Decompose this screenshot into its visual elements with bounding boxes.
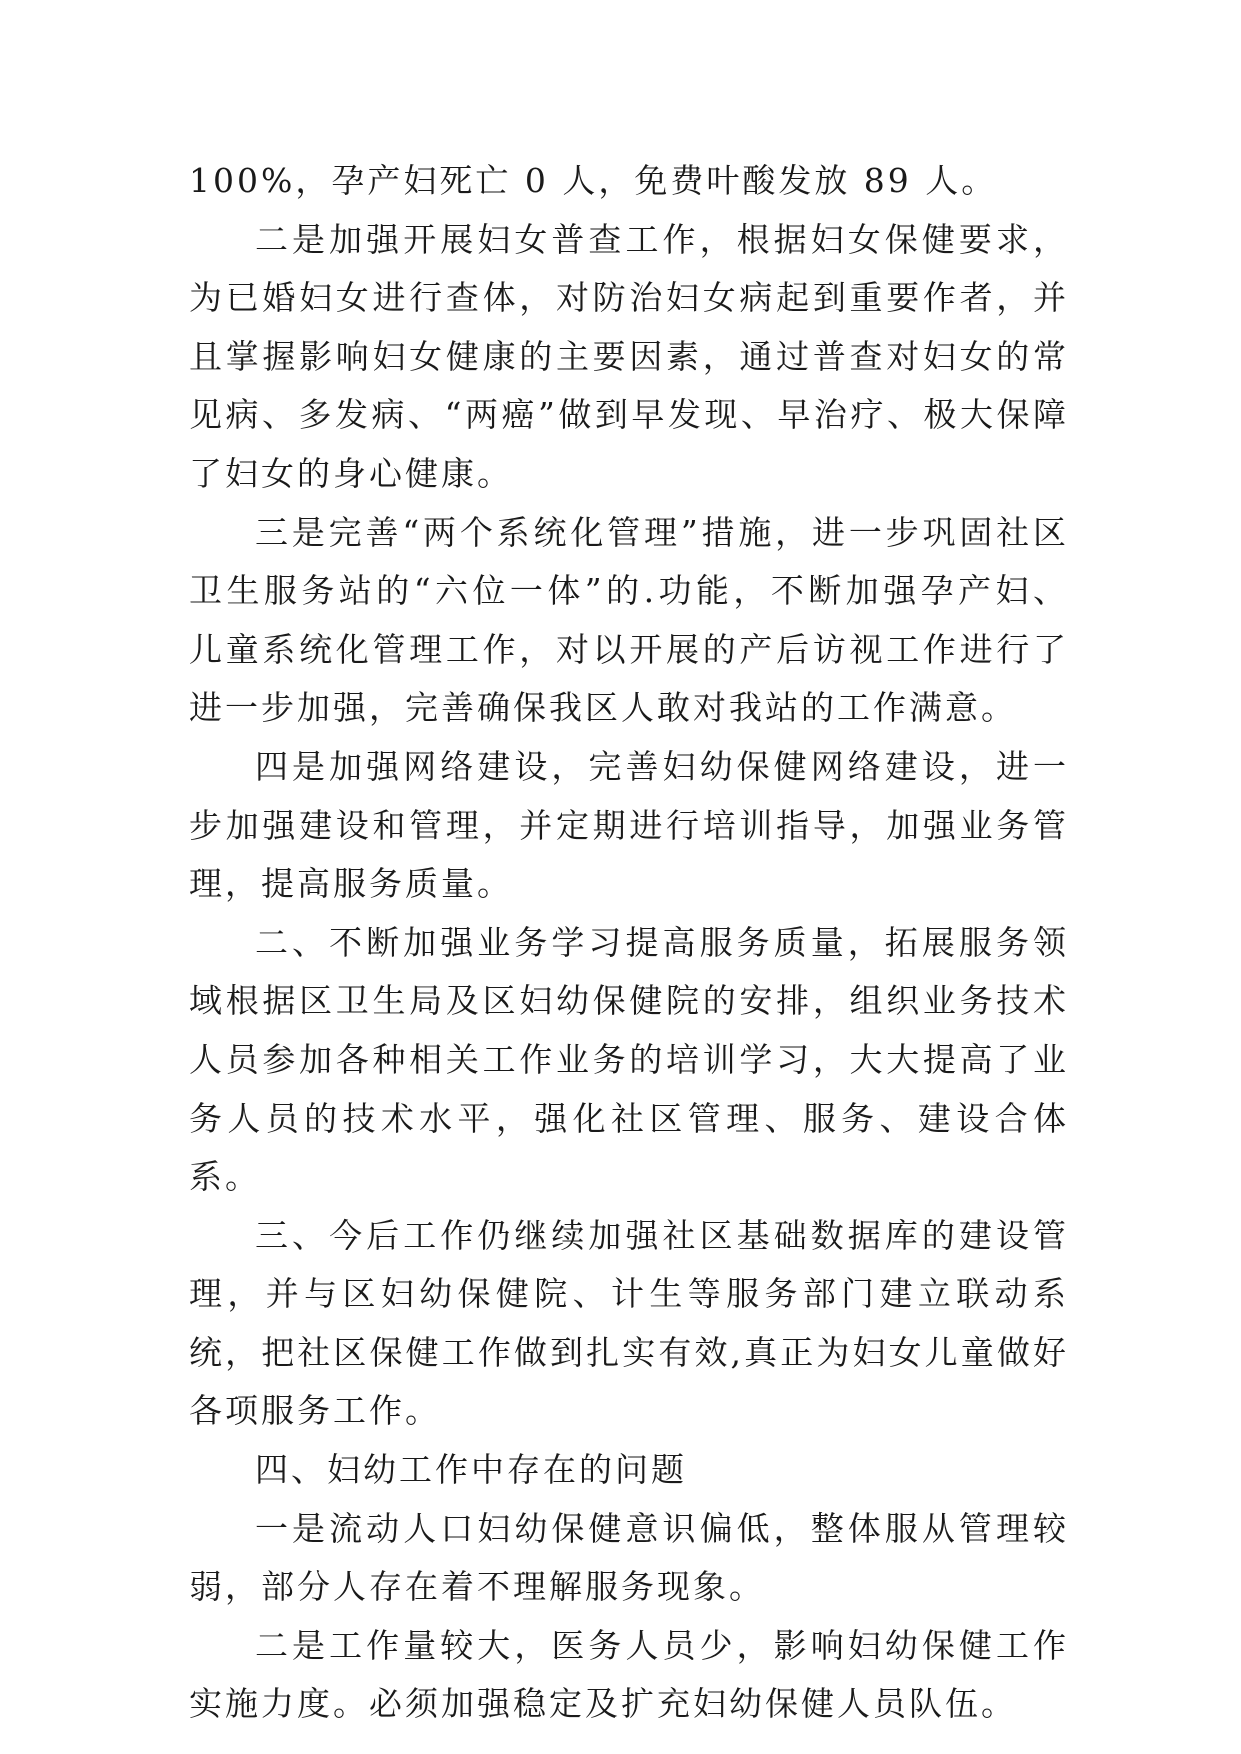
paragraph-3: 三是完善“两个系统化管理”措施，进一步巩固社区卫生服务站的“六位一体”的.功能，不断加强孕产妇、儿童系统化管理工作，对以开展的产后访视工作进行了进一步加强，完善确保我区人敢对我站的工作满意。 <box>189 512 1069 728</box>
paragraph-2: 二是加强开展妇女普查工作，根据妇女保健要求，为已婚妇女进行查体，对防治妇女病起到重要作者，并且掌握影响妇女健康的主要因素，通过普查对妇女的常见病、多发病、“两癌”做到早发现、早治疗、极大保障了妇女的身心健康。 <box>189 219 1069 493</box>
document-body <box>189 152 1069 1734</box>
paragraph-4: 四是加强网络建设，完善妇幼保健网络建设，进一步加强建设和管理，并定期进行培训指导，加强业务管理，提高服务质量。 <box>189 746 1069 904</box>
paragraph-1: 100%，孕产妇死亡 0 人，免费叶酸发放 89 人。 <box>189 161 998 200</box>
paragraph-9: 二是工作量较大，医务人员少，影响妇幼保健工作实施力度。必须加强稳定及扩充妇幼保健人员队伍。 <box>189 1625 1069 1724</box>
paragraph-5: 二、不断加强业务学习提高服务质量，拓展服务领域根据区卫生局及区妇幼保健院的安排，组织业务技术人员参加各种相关工作业务的培训学习，大大提高了业务人员的技术水平，强化社区管理、服务、建设合体系。 <box>189 922 1069 1197</box>
section-heading-problems: 四、妇幼工作中存在的问题 <box>255 1450 687 1490</box>
paragraph-6: 三、今后工作仍继续加强社区基础数据库的建设管理，并与区妇幼保健院、计生等服务部门建立联动系统，把社区保健工作做到扎实有效,真正为妇女儿童做好各项服务工作。 <box>189 1215 1069 1431</box>
paragraph-8: 一是流动人口妇幼保健意识偏低，整体服从管理较弱，部分人存在着不理解服务现象。 <box>189 1508 1069 1607</box>
